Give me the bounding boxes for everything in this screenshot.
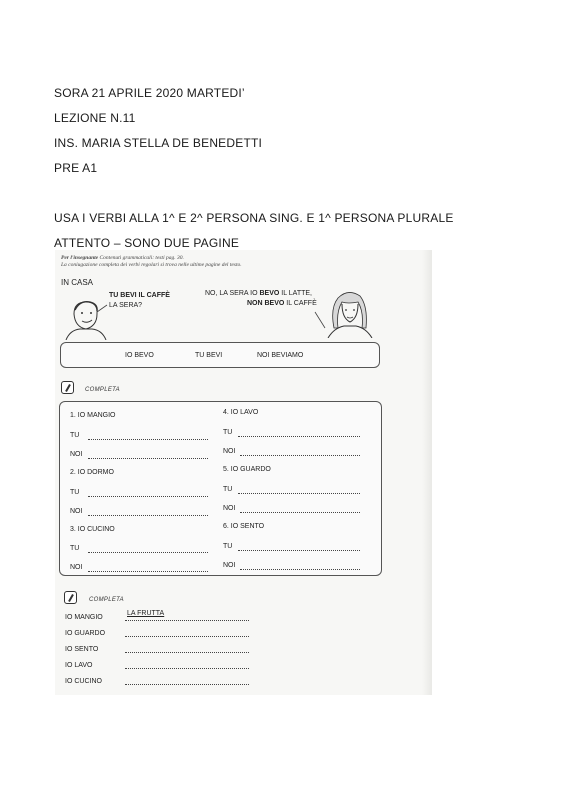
exercise-noi-label: NOI [223,562,236,569]
conjugation-box [60,342,380,368]
exercise-tu-label: TU [70,432,80,439]
instruction: USA I VERBI ALLA 1^ E 2^ PERSONA SING. E 1^ PERSONA PLURALE [54,211,454,225]
answer-line[interactable] [125,684,249,685]
warning-note: ATTENTO – SONO DUE PAGINE [54,236,240,250]
exercise-item-title: 5. IO GUARDO [223,466,271,473]
exercise-2-verb: IO MANGIO [65,614,103,621]
bubble-left-line1: TU BEVI IL CAFFÈ [109,292,170,299]
man-illustration-icon [60,296,110,340]
exercise-item-title: 6. IO SENTO [223,523,265,530]
level: PRE A1 [54,161,98,175]
answer-line[interactable] [125,620,249,621]
pencil-icon [61,381,74,394]
exercise-item-title: 2. IO DORMO [70,469,114,476]
exercise-1-box [59,401,382,576]
exercise-2-verb: IO LAVO [65,662,93,669]
answer-line[interactable] [88,458,208,459]
answer-line[interactable] [88,552,208,553]
answer-line[interactable] [125,652,249,653]
exercise-tu-label: TU [70,545,80,552]
conjugation-tu: TU BEVI [195,352,223,359]
answer-line[interactable] [240,569,360,570]
speech-pointer-right-icon [313,310,327,330]
exercise-tu-label: TU [223,429,233,436]
bubble-right-bold-1: BEVO [259,290,280,297]
exercise-2-answer: LA FRUTTA [127,610,165,617]
exercise-tu-label: TU [223,543,233,550]
teacher-note-text-2: La coniugazione completa dei verbi regolari si trova nelle ultime pagine del testo. [61,262,242,268]
speech-bubble-left [109,291,170,311]
speech-bubble-right [205,289,317,309]
lesson-number: LEZIONE N.11 [54,111,136,125]
exercise-1-heading: COMPLETA [85,387,120,393]
exercise-noi-label: NOI [70,451,83,458]
bubble-left-line2: LA SERA? [109,302,143,309]
date-line: SORA 21 APRILE 2020 MARTEDI’ [54,86,245,100]
exercise-noi-label: NOI [70,564,83,571]
exercise-item-title: 3. IO CUCINO [70,526,115,533]
exercise-item-title: 4. IO LAVO [223,409,259,416]
section-title: IN CASA [61,278,94,287]
pencil-icon [64,591,77,604]
exercise-2-verb: IO CUCINO [65,678,102,685]
answer-line[interactable] [88,571,208,572]
answer-line[interactable] [88,439,208,440]
teacher-name: INS. MARIA STELLA DE BENEDETTI [54,136,263,150]
exercise-2-verb: IO SENTO [65,646,99,653]
exercise-noi-label: NOI [223,448,236,455]
answer-line[interactable] [240,455,360,456]
scan-edge [422,250,432,695]
exercise-noi-label: NOI [223,505,236,512]
worksheet-scan [55,250,432,695]
woman-illustration-icon [320,288,378,338]
answer-line[interactable] [125,668,249,669]
answer-line[interactable] [88,496,208,497]
exercise-2-heading: COMPLETA [89,597,124,603]
teacher-note-text-1: Contenuti grammaticali: testi pag. 30. [99,255,184,261]
exercise-noi-label: NOI [70,508,83,515]
teacher-note-label: Per l'insegnante [61,255,99,261]
teacher-note [61,255,242,269]
bubble-right-line1c: IL LATTE, [279,290,312,297]
speech-pointer-left-icon [95,304,109,314]
exercise-tu-label: TU [223,486,233,493]
answer-line[interactable] [238,493,360,494]
answer-line[interactable] [238,436,360,437]
bubble-right-line1a: NO, LA SERA IO [205,290,260,297]
answer-line[interactable] [125,636,249,637]
conjugation-io: IO BEVO [125,352,154,359]
conjugation-noi: NOI BEVIAMO [257,352,304,359]
answer-line[interactable] [238,550,360,551]
exercise-tu-label: TU [70,489,80,496]
exercise-2-verb: IO GUARDO [65,630,106,637]
answer-line[interactable] [88,515,208,516]
bubble-right-bold-2: NON BEVO [247,300,285,307]
exercise-item-title: 1. IO MANGIO [70,412,116,419]
bubble-right-line2b: IL CAFFÈ [284,300,317,307]
answer-line[interactable] [240,512,360,513]
